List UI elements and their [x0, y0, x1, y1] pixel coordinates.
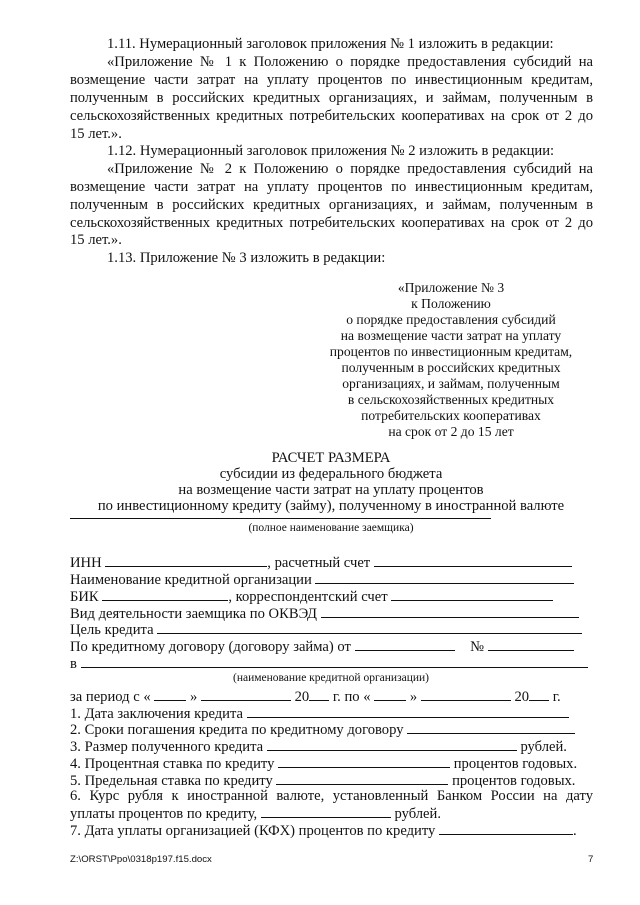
corr-account-label: , корреспондентский счет [228, 589, 388, 605]
contract-date-blank[interactable] [355, 637, 455, 651]
period-start-year-prefix: 20 [294, 689, 310, 705]
item-4-blank[interactable] [278, 754, 450, 768]
amendment-1-12-line-2: возмещение части затрат на уплату процентов по инвестиционным кредитам, [70, 179, 593, 195]
period-from-label: за период с « [70, 689, 151, 705]
amendment-1-13-heading: 1.13. Приложение № 3 изложить в редакции: [107, 250, 386, 266]
amendment-1-11-line-3: полученным в российских кредитных организациях, и займам, полученным в [70, 90, 593, 106]
inn-label: ИНН [70, 555, 102, 571]
period-end-year-suffix: г. [552, 689, 561, 705]
item-6-line-1: 6. Курс рубля к иностранной валюте, установленный Банком России на дату [70, 788, 593, 804]
item-4-unit: процентов годовых. [453, 756, 578, 772]
item-2-row [70, 720, 592, 736]
period-start-close-quote: » [189, 689, 198, 705]
bank-name-blank[interactable] [81, 654, 588, 668]
appendix-heading-line: полученным в российских кредитных [341, 360, 561, 375]
in-label: в [70, 656, 77, 672]
amendment-1-11-line-4: сельскохозяйственных кредитных потребительских кооперативах на срок от 2 до [70, 108, 593, 124]
account-blank[interactable] [374, 553, 572, 567]
item-7-blank[interactable] [439, 821, 573, 835]
contract-row [70, 637, 592, 653]
period-start-year-blank[interactable] [309, 687, 329, 701]
appendix-heading-line: на срок от 2 до 15 лет [388, 424, 514, 439]
item-4-label: 4. Процентная ставка по кредиту [70, 756, 275, 772]
form-subtitle-3: по инвестиционному кредиту (займу), полученному в иностранной валюте [97, 498, 565, 514]
item-5-label: 5. Предельная ставка по кредиту [70, 773, 273, 789]
inn-blank[interactable] [105, 553, 267, 567]
form-title: РАСЧЕТ РАЗМЕРА [271, 450, 391, 466]
period-row [70, 687, 592, 703]
appendix-heading-line: к Положению [411, 296, 491, 311]
borrower-caption: (полное наименование заемщика) [248, 522, 414, 534]
item-2-blank[interactable] [407, 720, 575, 734]
item-7-label: 7. Дата уплаты организацией (КФХ) процентов по кредиту [70, 823, 436, 839]
item-6-row [70, 804, 592, 820]
item-5-row [70, 771, 592, 787]
bik-label: БИК [70, 589, 99, 605]
item-3-unit: рублей. [520, 739, 567, 755]
purpose-row [70, 620, 592, 636]
period-start-day-blank[interactable] [154, 687, 186, 701]
appendix-heading-line: организациях, и займам, полученным [342, 376, 560, 391]
item-6-blank[interactable] [261, 804, 391, 818]
purpose-blank[interactable] [157, 620, 582, 634]
period-end-month-blank[interactable] [421, 687, 511, 701]
page-number: 7 [588, 854, 594, 865]
period-to-label: г. по « [332, 689, 371, 705]
item-1-blank[interactable] [247, 704, 569, 718]
period-end-year-blank[interactable] [529, 687, 549, 701]
inn-row [70, 553, 592, 569]
org-caption: (наименование кредитной организации) [232, 672, 430, 684]
amendment-1-12-line-1: «Приложение № 2 к Положению о порядке предоставления субсидий на [107, 161, 593, 177]
period-end-close-quote: » [409, 689, 418, 705]
okved-row [70, 604, 592, 620]
item-7-row [70, 821, 592, 837]
appendix-heading-line: о порядке предоставления субсидий [346, 312, 556, 327]
account-label: , расчетный счет [267, 555, 371, 571]
bank-label: Наименование кредитной организации [70, 572, 312, 588]
bank-row [70, 570, 592, 586]
corr-account-blank[interactable] [391, 587, 553, 601]
item-2-label: 2. Сроки погашения кредита по кредитному договору [70, 722, 404, 738]
form-subtitle-1: субсидии из федерального бюджета [219, 466, 443, 482]
appendix-heading-line: в сельскохозяйственных кредитных [347, 392, 555, 407]
period-start-month-blank[interactable] [201, 687, 291, 701]
borrower-name-blank[interactable] [70, 518, 491, 519]
item-3-blank[interactable] [267, 737, 517, 751]
item-5-unit: процентов годовых. [452, 773, 576, 789]
amendment-1-12-heading: 1.12. Нумерационный заголовок приложения № 2 изложить в редакции: [107, 143, 555, 159]
okved-blank[interactable] [321, 604, 579, 618]
contract-label: По кредитному договору (договору займа) от [70, 639, 351, 655]
item-3-label: 3. Размер полученного кредита [70, 739, 264, 755]
appendix-heading-line: на возмещение части затрат на уплату [340, 328, 562, 343]
bik-row [70, 587, 592, 603]
contract-number-blank[interactable] [488, 637, 574, 651]
item-3-row [70, 737, 592, 753]
item-6-label: уплаты процентов по кредиту, [70, 806, 258, 822]
amendment-1-11-line-5: 15 лет.». [70, 126, 122, 142]
amendment-1-12-line-3: полученным в российских кредитных организациях, и займам, полученным в [70, 197, 593, 213]
okved-label: Вид деятельности заемщика по ОКВЭД [70, 606, 317, 622]
bank-blank[interactable] [315, 570, 574, 584]
amendment-1-11-heading: 1.11. Нумерационный заголовок приложения № 1 изложить в редакции: [107, 36, 554, 52]
item-6-unit: рублей. [394, 806, 441, 822]
item-1-label: 1. Дата заключения кредита [70, 706, 244, 722]
purpose-label: Цель кредита [70, 622, 154, 638]
amendment-1-12-line-4: сельскохозяйственных кредитных потребительских кооперативах на срок от 2 до [70, 215, 593, 231]
period-end-year-prefix: 20 [514, 689, 530, 705]
form-subtitle-2: на возмещение части затрат на уплату процентов [178, 482, 484, 498]
appendix-heading-line: процентов по инвестиционным кредитам, [329, 344, 573, 359]
bik-blank[interactable] [102, 587, 228, 601]
amendment-1-12-line-5: 15 лет.». [70, 232, 122, 248]
item-7-end: . [572, 823, 577, 839]
appendix-heading-line: «Приложение № 3 [397, 280, 505, 295]
bank-name-row [70, 654, 592, 670]
amendment-1-11-line-2: возмещение части затрат на уплату процентов по инвестиционным кредитам, [70, 72, 593, 88]
item-5-blank[interactable] [276, 771, 448, 785]
footer-file-path: Z:\ORST\Ppo\0318p197.f15.docx [70, 854, 212, 865]
amendment-1-11-line-1: «Приложение № 1 к Положению о порядке предоставления субсидий на [107, 54, 593, 70]
item-4-row [70, 754, 592, 770]
item-1-row [70, 704, 592, 720]
contract-number-sign: № [470, 639, 485, 655]
appendix-heading-line: потребительских кооперативах [361, 408, 541, 423]
period-end-day-blank[interactable] [374, 687, 406, 701]
